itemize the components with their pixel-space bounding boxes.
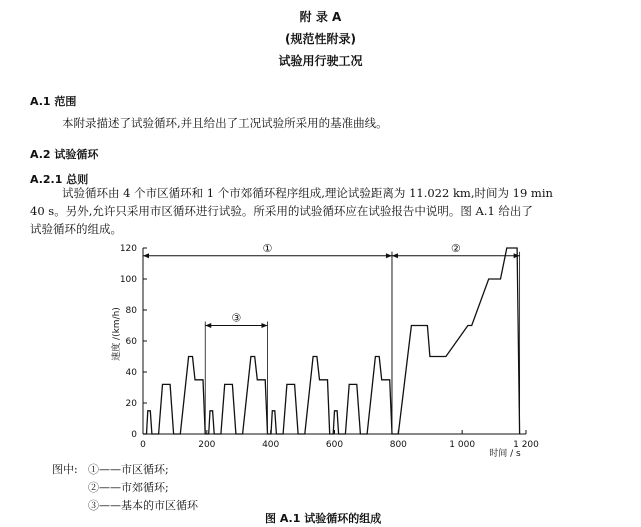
annotation-arrow: [261, 323, 267, 328]
chart-axes: [143, 248, 526, 434]
section-a21-line-2: 40 s。另外,允许只采用市区循环进行试验。所采用的试验循环应在试验报告中说明。图 A.1 给出了: [30, 204, 533, 218]
legend-item-1: ①——市区循环;: [88, 463, 169, 476]
annotation-arrow: [386, 253, 392, 258]
speed-curve: [143, 248, 520, 434]
y-tick-label: 0: [131, 430, 137, 440]
x-tick-label: 400: [262, 440, 280, 450]
chart-annotations: [143, 242, 520, 434]
y-tick-label: 80: [125, 306, 137, 316]
appendix-title: 试验用行驶工况: [278, 54, 363, 68]
section-a1-text: 本附录描述了试验循环,并且给出了工况试验所采用的基准曲线。: [62, 116, 388, 130]
figure-caption: 图 A.1 试验循环的组成: [265, 512, 382, 525]
annotation-arrow: [392, 253, 398, 258]
section-a1-heading: A.1 范围: [30, 95, 77, 108]
y-tick-label: 120: [119, 244, 137, 254]
x-tick-label: 1 000: [449, 440, 476, 450]
normative-label: (规范性附录): [285, 32, 356, 46]
y-axis-label: 速度 /(km/h): [112, 307, 122, 361]
legend-prefix: 图中:: [52, 463, 78, 476]
section-a2-heading: A.2 试验循环: [30, 148, 99, 161]
x-tick-label: 800: [389, 440, 407, 450]
legend-item-2: ②——市郊循环;: [88, 481, 169, 494]
section-a21-heading: A.2.1 总则: [30, 173, 89, 186]
y-tick-label: 40: [125, 368, 137, 378]
appendix-label: 附 录 A: [299, 10, 342, 24]
annotation-label: ③: [231, 311, 242, 325]
x-axis-label: 时间 / s: [489, 449, 521, 459]
x-tick-label: 600: [325, 440, 344, 450]
section-a21-line-1: 试验循环由 4 个市区循环和 1 个市郊循环程序组成,理论试验距离为 11.022 km,时间为 19 min: [62, 186, 553, 200]
x-tick-label: 0: [140, 440, 146, 450]
annotation-arrow: [205, 323, 211, 328]
x-tick-label: 1 200: [513, 440, 539, 450]
y-tick-label: 100: [119, 275, 137, 285]
y-tick-label: 20: [125, 399, 137, 409]
section-a21-line-3: 试验循环的组成。: [30, 222, 122, 236]
annotation-arrow: [143, 253, 149, 258]
legend-item-3: ③——基本的市区循环: [88, 499, 198, 512]
annotation-label: ②: [450, 241, 461, 255]
y-tick-label: 60: [125, 337, 137, 347]
annotation-label: ①: [262, 241, 273, 255]
x-tick-label: 200: [198, 440, 216, 450]
